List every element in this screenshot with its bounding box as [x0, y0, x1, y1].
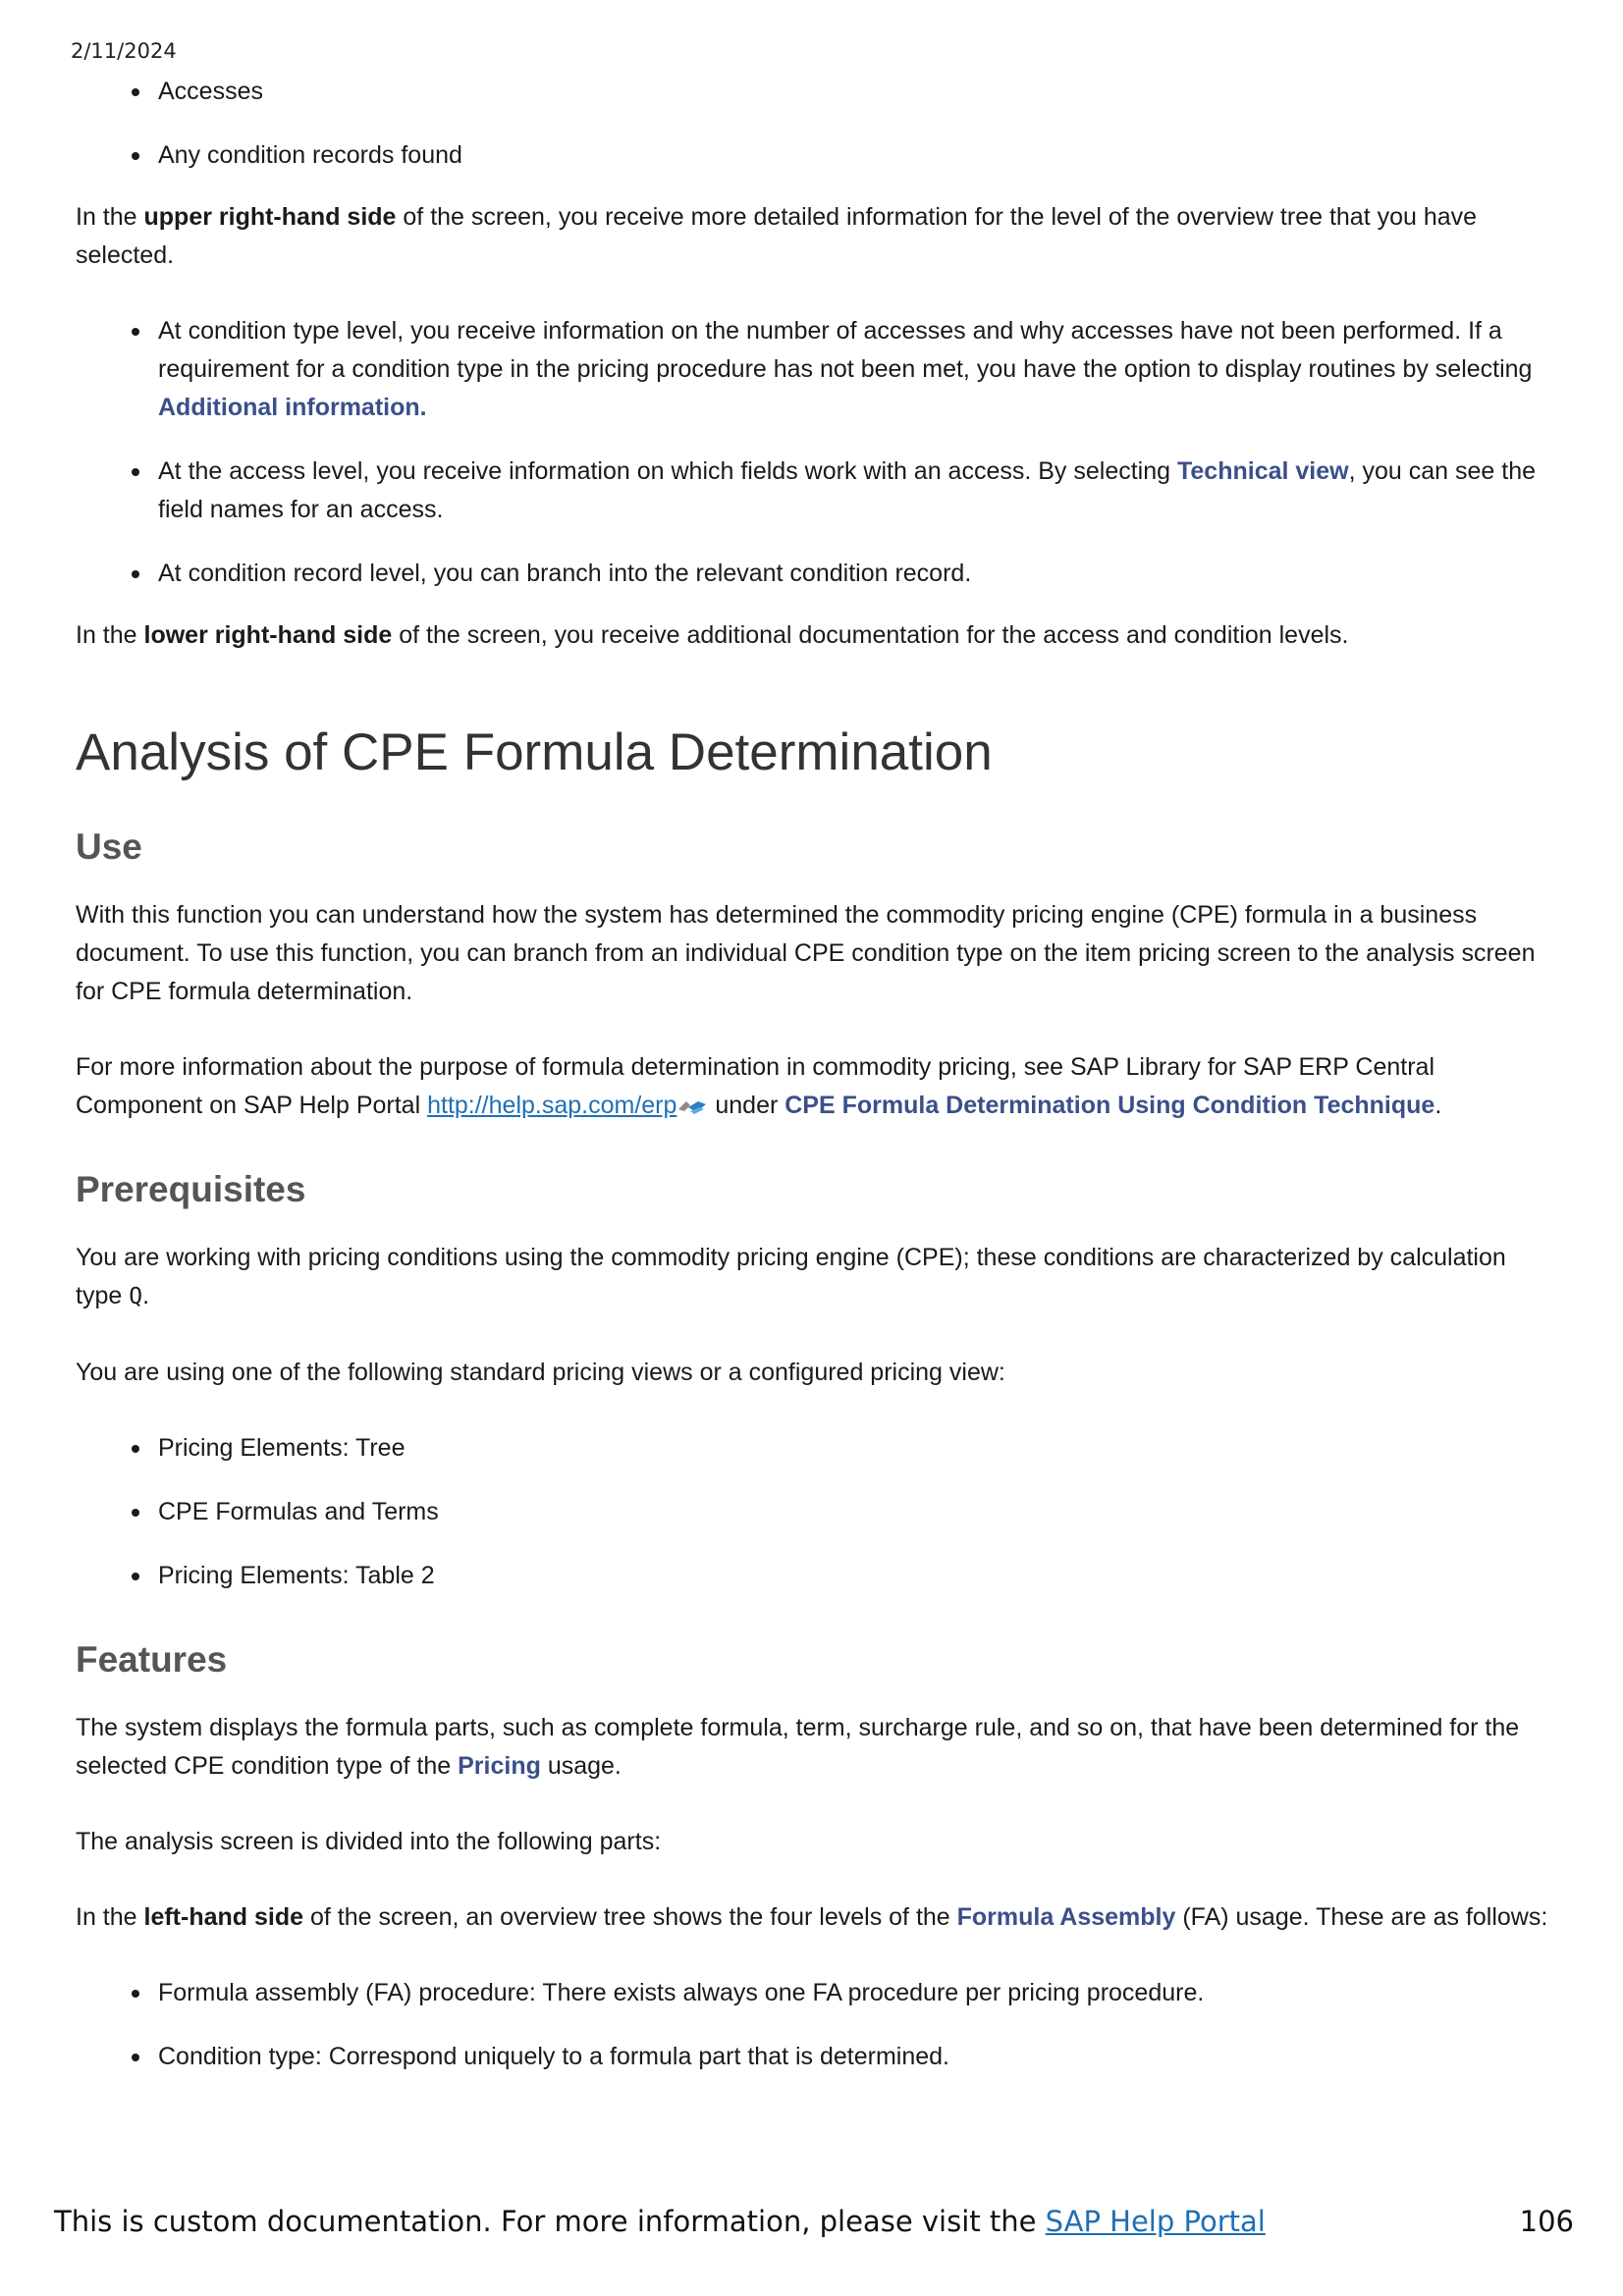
list-item: Accesses — [158, 73, 1558, 111]
page-number: 106 — [1519, 2205, 1574, 2238]
prerequisites-heading: Prerequisites — [76, 1169, 306, 1209]
top-bullet-list — [76, 73, 1558, 175]
features-heading: Features — [76, 1639, 228, 1680]
pricing-link[interactable]: Pricing — [458, 1752, 541, 1780]
use-heading: Use — [76, 827, 142, 867]
features-paragraph-2: The analysis screen is divided into the following parts: — [76, 1828, 662, 1855]
fa-levels-list — [76, 1974, 1558, 2076]
list-item: CPE Formulas and Terms — [158, 1493, 1558, 1531]
features-paragraph-1: The system displays the formula parts, such as complete formula, term, surcharge rule, and so on, that have been determined for the selected CPE condition type of the Pricing usage. — [76, 1714, 1520, 1780]
cpe-formula-determination-link[interactable]: CPE Formula Determination Using Condition Technique — [784, 1092, 1435, 1119]
upper-right-paragraph: In the upper right-hand side of the screen, you receive more detailed information for the level of the overview tree that you have selected. — [76, 203, 1478, 269]
use-paragraph-2: For more information about the purpose of formula determination in commodity pricing, see SAP Library for SAP ERP Central Component on SAP Help Portal http://help.sap.com/erp under CPE Formula Determination Using Condition Technique. — [76, 1053, 1442, 1119]
list-item: Formula assembly (FA) procedure: There exists always one FA procedure per pricing procedure. — [158, 1974, 1558, 2012]
prerequisites-paragraph-2: You are using one of the following standard pricing views or a configured pricing view: — [76, 1359, 1005, 1386]
prerequisites-paragraph-1: You are working with pricing conditions using the commodity pricing engine (CPE); these conditions are characterized by calculation type Q. — [76, 1244, 1506, 1309]
document-body — [76, 73, 1558, 2076]
footer-note: This is custom documentation. For more information, please visit the SAP Help Portal — [54, 2205, 1266, 2238]
pricing-views-list — [76, 1429, 1558, 1595]
list-item: At condition record level, you can branch into the relevant condition record. — [158, 555, 1558, 593]
additional-information-link[interactable]: Additional information. — [158, 394, 427, 421]
list-item: Pricing Elements: Tree — [158, 1429, 1558, 1468]
list-item: At the access level, you receive information on which fields work with an access. By selecting Technical view, you can see the field names for an access. — [158, 453, 1558, 529]
list-item: Condition type: Correspond uniquely to a formula part that is determined. — [158, 2038, 1558, 2076]
formula-assembly-link[interactable]: Formula Assembly — [956, 1903, 1176, 1931]
sap-help-portal-link[interactable]: SAP Help Portal — [1045, 2205, 1266, 2238]
help-portal-url-link[interactable]: http://help.sap.com/erp — [427, 1092, 677, 1119]
features-paragraph-3: In the left-hand side of the screen, an overview tree shows the four levels of the Formula Assembly (FA) usage. These are as follows: — [76, 1903, 1548, 1931]
use-paragraph-1: With this function you can understand how the system has determined the commodity pricing engine (CPE) formula in a business document. To use this function, you can branch from an individual CPE condition type on the item pricing screen to the analysis screen for CPE formula determination. — [76, 901, 1536, 1005]
levels-bullet-list — [76, 312, 1558, 593]
list-item: At condition type level, you receive information on the number of accesses and why accesses have not been performed. If a requirement for a condition type in the pricing procedure has not been met, you have the option to display routines by selecting Additional information. — [158, 312, 1558, 427]
external-link-icon[interactable] — [676, 1095, 708, 1115]
section-title: Analysis of CPE Formula Determination — [76, 723, 993, 781]
list-item: Pricing Elements: Table 2 — [158, 1557, 1558, 1595]
lower-right-paragraph: In the lower right-hand side of the screen, you receive additional documentation for the access and condition levels. — [76, 621, 1349, 649]
print-date: 2/11/2024 — [71, 39, 177, 63]
technical-view-link[interactable]: Technical view — [1176, 457, 1349, 485]
list-item: Any condition records found — [158, 136, 1558, 175]
